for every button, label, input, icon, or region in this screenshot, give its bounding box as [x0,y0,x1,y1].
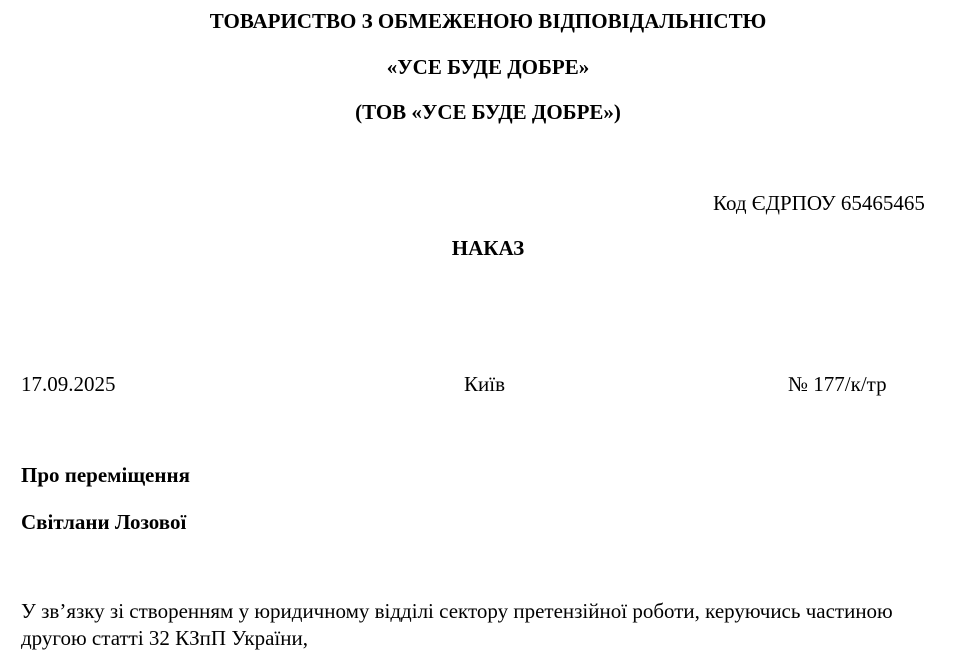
organization-full-name: ТОВАРИСТВО З ОБМЕЖЕНОЮ ВІДПОВІДАЛЬНІСТЮ [209,9,767,33]
edrpou-code: Код ЄДРПОУ 65465465 [713,191,925,215]
subject-line-2: Світлани Лозової [21,510,187,534]
body-paragraph: У зв’язку зі створенням у юридичному відділі сектору претензійної роботи, керуючись частиною другою статті 32 КЗпП України, [21,599,893,650]
document-number: № 177/к/тр [788,372,887,396]
document-city: Київ [464,372,505,396]
subject-line-1: Про переміщення [21,463,190,487]
document-type-title: НАКАЗ [451,236,525,260]
document-date: 17.09.2025 [21,372,116,396]
organization-name: «УСЕ БУДЕ ДОБРЕ» [386,55,590,79]
organization-short-name: (ТОВ «УСЕ БУДЕ ДОБРЕ») [355,100,621,124]
